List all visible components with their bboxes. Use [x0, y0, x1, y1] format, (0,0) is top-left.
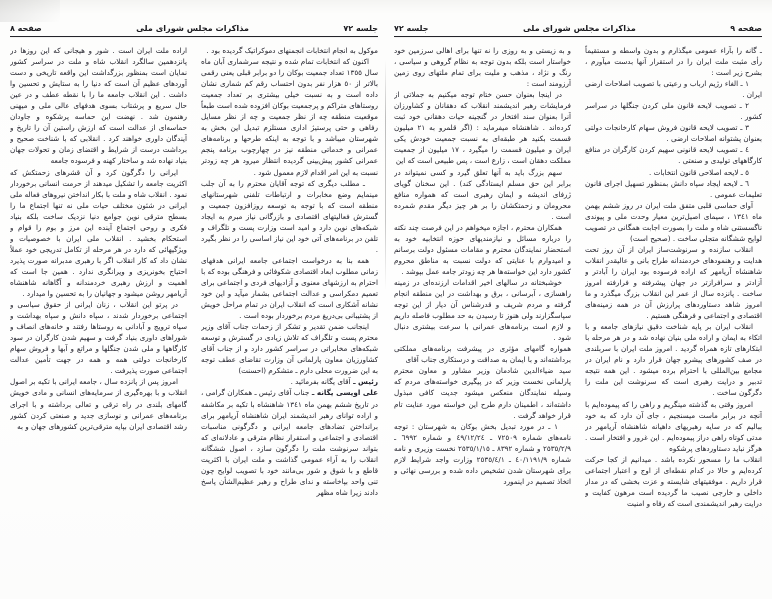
speaker-label: علی اویسی یگانه ـ — [309, 388, 378, 398]
paragraph: سید ضیاءالدین شادمان وزیر مشاور و معاون محترم پارلمانی نخست وزیر که در پیگیری خواسته‌های مردم که وسیله نمایندگان منعکس میشود جدیت کافی مبذول داشته‌اند ، اطمینان دارم طرح این خواسته مورد عنایت تام قرار خواهد گرفت . — [394, 366, 571, 420]
page-number-label: صفحه ٩ — [730, 24, 762, 33]
paragraph: و به زیستی و به روزی را نه تنها برای اهالی سرزمین خود خواستار است بلکه بدون توجه به نظام گروهی و سیاسی ، رنگ و نژاد ، مذهب و ملیت برای تمام ملتهای روی زمین آرزومند است : — [394, 46, 571, 89]
header-rule — [394, 36, 762, 37]
document-title: مذاکرات مجلس شورای ملی — [522, 23, 636, 33]
paragraph: در اینجا بعنوان حسن ختام توجه میکنیم به جملاتی از فرمایشات رهبر اندیشمند انقلاب که دهقانان و کشاورزان آنرا بعنوان سند افتخار در گنجینه حیات دهقانی خود ثبت کرده‌اند . شاهنشاه میفرماید : (اگر قلمرو به ٢١ میلیون قسمت بکنید هر طبقه‌ای به نسبت جمعیت خودش یکی ایران و میلیون قسمت را میگیرد ، ١٧ میلیون از جمعیت مملکت دهقان است ، زارع است ، پس طبیعی است که این — [394, 90, 571, 166]
paragraph: ٥ ـ لایحه اصلاحی قانون انتخابات . — [649, 167, 749, 177]
paragraph: سهم بزرگ باید به آنها تعلق گیرد و کسی نمیتواند در برابر این حق مسلم ایستادگی کند) . این سخنان گویای ژرفای اندیشه و ایمان رهبری است که همواره منافع محرومان و زحمتکشان را بر هر چیز دیگر مقدم شمرده است . — [394, 167, 571, 221]
paragraph: اکنون که انتخابات تمام شده و نتیجه سرشماری آبان ماه سال ١٣٥٥ تعداد جمعیت بوکان را دو برابر قبلی یعنی رقمی بالاتر از ٥٠ هزار نفر بدون احتساب رقم کم شماری نشان داده است و به نسبت خیلی بیشتری بر تعداد جمعیت روستاهای متراکم و پرجمعیت بوکان افزوده شده است طبعاً موقعیت منطقه چه از نظر جمعیت و چه از نظر مسایل رفاهی و حتی پرستیژ اداری مستلزم تبدیل این بخش به شهرستان میباشد و با توجه به اینکه طرحها و برنامه‌های عمرانی و خدماتی منطقه نیز در چهارچوب برنامه پنجم عمرانی کشور پیش‌بینی گردیده انتظار میرود هر چه زودتر نسبت به این امر اقدام لازم معمول شود . — [201, 57, 378, 177]
body-columns-right-page — [394, 45, 762, 572]
paragraph: انقلاب ما را مسحور نکرده باشد . میدانیم از کجا حرکت کرده‌ایم و حالا در کدام نقطه‌ای از اوج و اعتبار اجتماعی قرار داریم . موفقیتهای شایسته و عزت بخشی که در مدار داخلی و خارجی نصیب ما گردیده است مرهون کفایت و درایت رهبر اندیشمندی است که رفاه و امنیت — [585, 454, 762, 508]
page-right — [386, 0, 772, 599]
page-header-right — [394, 0, 762, 33]
column-left — [394, 45, 571, 572]
document-title: مذاکرات مجلس شورای ملی — [136, 23, 250, 33]
paragraph: انقلاب ایران بر پایه شناخت دقیق نیازهای جامعه و با اتکاء به ایمان و اراده ملی بنیان نهاده شد و در هر مرحله با ابتکارهای تازه همراه گردید . امروز ملت ایران با سربلندی در صف کشورهای پیشرو جهان قرار دارد و نام ایران در مجامع بین‌المللی با احترام برده میشود . این همه نتیجه تدبیر و درایت رهبری است که سرنوشت این ملت را دگرگون ساخت . — [585, 322, 762, 398]
paragraph: ١ ـ الغاء رژیم ارباب و رعیتی با تصویب اصلاحات ارضی ایران . — [585, 79, 762, 100]
session-label: جلسه ٧٢ — [343, 24, 378, 33]
paragraph: ١ ـ در مورد تبدیل بخش بوکان به شهرستان : توجه نامه‌های شماره ٧٢٥٠٩ ـ ٤٩/١٢/٢٤ و شماره ٦٩٩٢ ـ ٢٥٣٥/٢/٩ و شماره ٨٣٩٢ ـ ٢٥٣٥/١/١٥ نخست وزیری و نامه شماره ٤٠/١١٩١/٩ ـ ٢٥٣٥/٤/١ وزارت واجد شرایط لازم برای شهرستان شدن تشخیص داده شده و بررسی نهائی و اتخاذ تصمیم در اینمورد — [394, 421, 571, 486]
paragraph: همواره گامهای مؤثری در پیشرفت برنامه‌های مملکتی برداشته‌اند و با ایمان به صداقت و درستکاری جناب آقای — [394, 344, 571, 365]
paragraph: همه بنا به درخواست اجتماعی جامعه ایرانی هدفهای زمانی مطلوب ابعاد اقتصادی شکوفائی و فرهنگی بوده که با احترام به ارزشهای معنوی و آزادیهای فردی و اجتماعی برای تعمیم دمکراسی و عدالت اجتماعی بشمار میآید و این خود نشانه آشکاری است که انقلاب ایران در تمام مراحل خویش از پشتیبانی بی‌دریغ مردم برخوردار بوده است . — [201, 255, 378, 321]
column-left — [10, 45, 187, 572]
page-number-label: صفحه ٨ — [10, 24, 42, 33]
paragraph: ٤ ـ تصویب لایحه قانونی سهیم کردن کارگران در منافع کارگاههای تولیدی و صنعتی . — [585, 145, 762, 166]
column-right — [201, 45, 378, 572]
paragraph: موکول به انجام انتخابات انجمنهای دموکراتیک گردیده بود . — [206, 46, 378, 55]
paragraph: ٦ ـ لایحه ایجاد سپاه دانش بمنظور تسهیل اجرای قانون تعلیمات عمومی . — [585, 178, 762, 199]
paragraph: در پرتو این انقلاب ، زنان ایرانی از حقوق سیاسی و اجتماعی برخوردار شدند ، سپاه دانش و سپاه بهداشت و سپاه ترویج و آبادانی به روستاها رفتند و خانه‌های انصاف و شوراهای داوری بنیاد گرفت و سهیم شدن کارگران در سود کارگاهها و ملی شدن جنگلها و مراتع و آبها و فروش سهام کارخانجات دولتی همه و همه در جهت تأمین عدالت اجتماعی صورت پذیرفت . — [10, 300, 187, 376]
paragraph: ٢ ـ تصویب لایحه قانون ملی کردن جنگلها در سراسر کشور . — [585, 101, 762, 122]
page-header-left — [10, 0, 378, 33]
paragraph: ـ مطلب دیگری که توجه آقایان محترم را به آن جلب مینمایم وضع مخابرات و ارتباطات تلفنی شهرستانهای منطقه است که با توجه به توسعه روزافزون جمعیت و گسترش فعالیتهای اقتصادی و بازرگانی نیاز مبرم به ایجاد شبکه‌های نوین دارد و امید است وزارت پست و تلگراف و تلفن در برنامه‌های آتی خود این نیاز اساسی را در نظر بگیرد . — [201, 178, 378, 254]
paragraph: ٣ ـ تصویب لایحه قانون فروش سهام کارخانجات دولتی بعنوان پشتوانه اصلاحات ارضی . — [585, 123, 762, 144]
column-right — [585, 45, 762, 572]
paragraph: آوای حماسی قلبی متفق ملت ایران در روز ششم بهمن ماه ١٣٤١ ، سیمای اصیل‌ترین معیار وحدت ملی و پیوندی ناگسستنی شاه و ملت را بصورت اجابت همگانی در تصویب لوایح ششگانه متجلی ساخت . (صحیح است) — [585, 200, 762, 243]
session-label: جلسه ٧٢ — [394, 24, 429, 33]
paragraph: اراده ملت ایران است . شور و هیجانی که این روزها در پانزدهمین سالگرد انقلاب شاه و ملت در سراسر کشور نمایان است بمنظور بزرگداشت این واقعه تاریخی و دست آوردهای عظیم آن است که دنیا را به ستایش و تحسین وا داشت . این انقلاب جامعه ما را با نقطه عطف و در عین حال سریع و پرشتاب بسوی هدفهای عالی ملی و میهنی رهنمون شد . نهضت این حماسه پرشکوه و جاودان حماسه‌ای از عدالت است که ارزش راستین آن را تاریخ و آیندگان داوری خواهند کرد . انقلابی که با شناخت صحیح و برداشت درست از شرایط و اقتضای زمان و تحولات جهان بنیاد نهاده شد و ساختار کهنه و فرسوده جامعه — [10, 46, 187, 166]
paragraph: خوشبختانه در سالهای اخیر اقدامات ارزنده‌ای در زمینه راهسازی ، آبرسانی ، برق و بهداشت در این منطقه انجام گرفته و مردم شریف و قدرشناس آن دیار از این توجه سپاسگزارند ولی هنوز تا رسیدن به حد مطلوب فاصله داریم و لازم است برنامه‌های عمرانی با سرعت بیشتری دنبال شود . — [394, 277, 571, 343]
speaker-label: رئیس ـ — [350, 377, 378, 387]
paragraph: همکاران محترم ، اجازه میخواهم در این فرصت چند نکته را درباره مسائل و نیازمندیهای حوزه انتخابیه خود به استحضار نمایندگان محترم و مقامات مسئول دولت برسانم و امیدوارم با عنایتی که دولت نسبت به مناطق محروم کشور دارد این خواسته‌ها هر چه زودتر جامه عمل بپوشد . — [394, 222, 571, 276]
paragraph: انقلاب سازنده و سرنوشت‌ساز ایران از آن روز تحت هدایت و رهنمودهای خردمندانه طراح بانی و عالیقدر انقلاب شاهنشاه آریامهر که اراده فرسوده بود ایران را آبادتر و آزادتر و سرافرازتر در جهان پیشرفته و فرارفته امروز ساخت . پانزده سال از عمر این انقلاب بزرگ میگذرد و ما امروز شاهد دستاوردهای پرارزش آن در همه زمینه‌های اقتصادی و اجتماعی و فرهنگی هستیم . — [585, 244, 762, 321]
body-columns-left-page — [10, 45, 378, 572]
paragraph: ـ گانه را بآراء عمومی میگذارم و بدون واسطه و مستقیماً رأی مثبت ملت ایران را در استقرار آنها بدست میآورم ، بشرح زیر است : — [585, 46, 762, 78]
paragraph: امروز وقتی به گذشته مینگریم و راهی را که پیموده‌ایم با آنچه در برابر ماست میسنجیم ، جای آن دارد که به خود ببالیم که در سایه رهبریهای داهیانه شاهنشاه آریامهر در مدتی کوتاه راهی دراز پیموده‌ایم . این غرور و افتخار است . هرگز نباید دستاوردهای پرشکوه — [585, 399, 762, 453]
paragraph: امروز پس از پانزده سال ، جامعه ایرانی با تکیه بر اصول انقلاب و با بهره‌گیری از سرمایه‌های انسانی و مادی خویش گامهای بلندی در راه ترقی و تعالی برداشته و با اجرای برنامه‌های عمرانی و نوسازی جدید و صنعتی کردن کشور رشد اقتصادی ایران بپایه مترقی‌ترین کشورهای جهان و به — [10, 377, 187, 431]
paragraph: رئیس ـ آقای یگانه بفرمائید . — [290, 377, 378, 387]
paragraph: ایرانی را دگرگون کرد و آن قشرهای زحمتکش که اکثریت جامعه را تشکیل میدهند از حرمت انسانی برخوردار نمود . انقلاب شاه و ملت با بکار انداختن نیروهای فعاله ملی ایرانی در شئون مختلف حیات ملی نه تنها اجتماع ما را بسطح مترقی نوین جوامع دنیا نزدیک ساخت بلکه بنیاد فکری و روحی اجتماع آینده این مرز و بوم را قوام و استحکام بخشید . انقلاب ملی ایران با خصوصیات و ویژگیهائی که دارد در هر مرحله از تکامل تدریجی خود عملاً نشان داد که کار انقلاب اگر با رهبری مدبرانه صورت پذیرد احتیاج بخونریزی و ویرانگری ندارد . همین جا است که اهمیت و ارزش رهبری خردمندانه و آگاهانه شاهنشاه آریامهر روشن میشود و جهانیان را به تحسین وا میدارد . — [10, 167, 187, 299]
paragraph: علی اویسی یگانه ـ جناب آقای رئیس ـ همکاران گرامی ، در تاریخ ششم بهمن ماه ١٣٤١ شاهنشاه با تکیه بر مکاشفه و اراده توانای رهبر اندیشمند ایران شاهنشاه آریامهر برای برانداختن تضادهای جامعه ایرانی و دگرگونی مناسبات اقتصادی و اجتماعی و استقرار نظام مترقی و عادلانه‌ای که بتواند سرنوشت ملت را دگرگون سازد ، اصول ششگانه انقلاب را به آراء عمومی گذاشت و ملت ایران با اکثریت قاطع و با شوق و شور بی‌مانند خود با تصویب لوایح چون تنی واحد بپاخاسته و ندای طراح و رهبر عظیم‌الشأن پاسخ دادند زیرا شاه مظهر — [201, 388, 378, 497]
header-rule — [10, 36, 378, 37]
paragraph: اینجانب ضمن تقدیر و تشکر از زحمات جناب آقای وزیر محترم پست و تلگراف که تلاش زیادی در گسترش و توسعه شبکه‌های مخابراتی در سراسر کشور دارد و از جناب آقای کشاورزیان معاون پارلمانی آن وزارت تقاضای عطف توجه به این ضرورت محلی دارم ـ متشکرم (احسنت) — [201, 322, 378, 376]
